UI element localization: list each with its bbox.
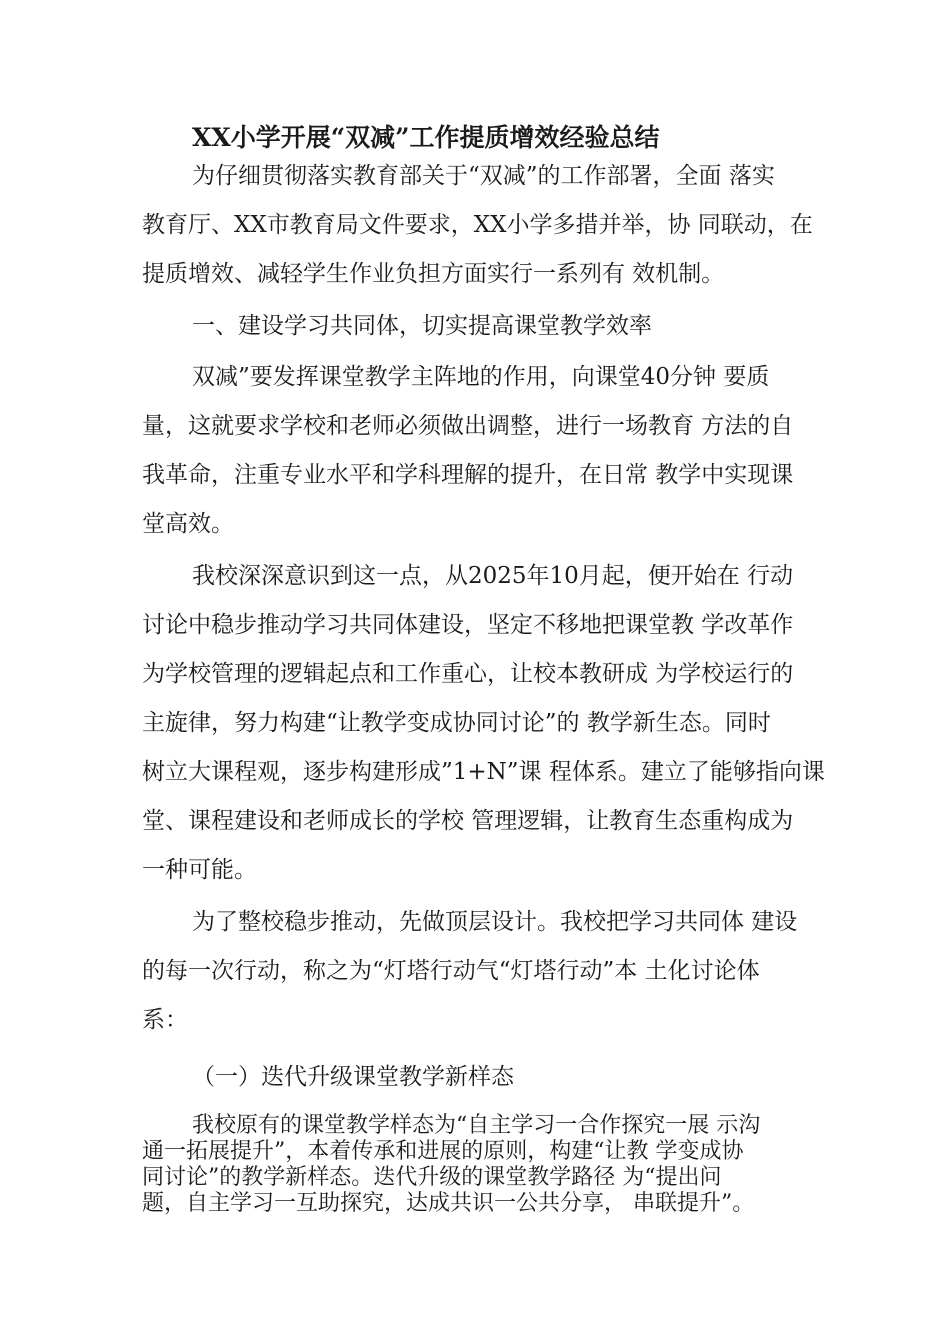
- section-1-heading: 一、建设学习共同体，切实提高课堂教学效率: [192, 313, 652, 339]
- para2-line-3: 为学校管理的逻辑起点和工作重心，让校本教研成 为学校运行的: [142, 661, 794, 687]
- para2-line-4: 主旋律，努力构建“让教学变成协同讨论”的 教学新生态。同时: [142, 710, 771, 736]
- para1-line-1: 双减”要发挥课堂教学主阵地的作用，向课堂40分钟 要质: [192, 364, 770, 390]
- para2-line-7: 一种可能。: [142, 857, 257, 883]
- para4-line-1: 我校原有的课堂教学样态为“自主学习一合作探究一展 示沟: [192, 1113, 761, 1138]
- para4-line-2: 通一拓展提升”，本着传承和进展的原则，构建“让教 学变成协: [142, 1139, 744, 1164]
- para3-line-1: 为了整校稳步推动，先做顶层设计。我校把学习共同体 建设: [192, 909, 798, 935]
- para1-line-3: 我革命，注重专业水平和学科理解的提升，在日常 教学中实现课: [142, 462, 794, 488]
- para4-line-3: 同讨论”的教学新样态。迭代升级的课堂教学路径 为“提出问: [142, 1165, 722, 1190]
- para3-line-2: 的每一次行动，称之为“灯塔行动气“灯塔行动”本 土化讨论体: [142, 958, 760, 984]
- para1-line-2: 量，这就要求学校和老师必须做出调整，进行一场教育 方法的自: [142, 413, 794, 439]
- intro-line-1: 为仔细贯彻落实教育部关于“双减”的工作部署，全面 落实: [192, 163, 775, 189]
- document-title: XX小学开展“双减”工作提质增效经验总结: [192, 123, 660, 152]
- para2-line-5: 树立大课程观，逐步构建形成”1+N”课 程体系。建立了能够指向课: [142, 759, 825, 785]
- para2-line-2: 讨论中稳步推动学习共同体建设，坚定不移地把课堂教 学改革作: [142, 612, 794, 638]
- para3-line-3: 系：: [142, 1007, 188, 1033]
- para1-line-4: 堂高效。: [142, 511, 234, 537]
- para2-line-1: 我校深深意识到这一点，从2025年10月起，便开始在 行动: [192, 563, 794, 589]
- para4-line-4: 题，自主学习一互助探究，达成共识一公共分享， 串联提升”。: [142, 1191, 755, 1216]
- para2-line-6: 堂、课程建设和老师成长的学校 管理逻辑，让教育生态重构成为: [142, 808, 794, 834]
- intro-line-3: 提质增效、减轻学生作业负担方面实行一系列有 效机制。: [142, 261, 725, 287]
- intro-line-2: 教育厅、XX市教育局文件要求，XX小学多措并举，协 同联动，在: [142, 212, 813, 238]
- subsection-1-heading: （一）迭代升级课堂教学新样态: [192, 1064, 514, 1090]
